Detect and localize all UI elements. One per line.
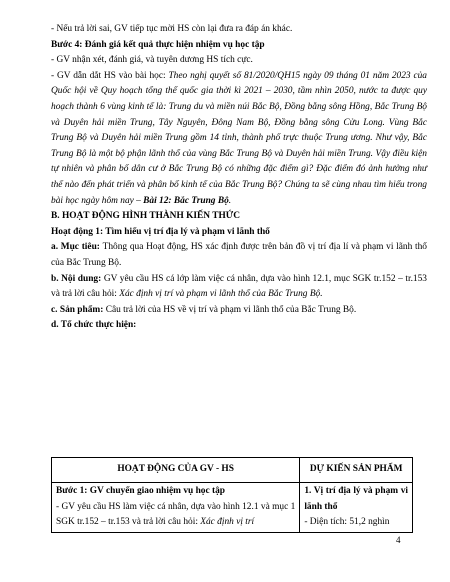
content-paragraph: [51, 272, 427, 303]
objective-paragraph: [51, 240, 427, 271]
table-header-activity: HOẠT ĐỘNG CỦA GV - HS: [52, 458, 300, 483]
product-paragraph: [51, 303, 427, 319]
content-label: b. Nội dung:: [51, 273, 104, 284]
step1-body: - GV yêu cầu HS làm việc cá nhân, dựa vào hình 12.1 và mục 1 SGK tr.152 – tr.153 và trả lời câu hỏi:: [56, 501, 296, 528]
product-label: c. Sản phẩm:: [51, 304, 106, 315]
content-text: GV yêu cầu HS cá lớp làm việc cá nhân, dựa vào hình 12.1, mục SGK tr.152 – tr.153 và trả lời câu hỏi:: [51, 273, 427, 300]
lesson-title: Bài 12: Bắc Trung Bộ: [143, 195, 229, 206]
objective-text: Thông qua Hoạt động, HS xác định được trên bản đồ vị trí địa lí và phạm vi lãnh thổ của Bắc Trung Bộ.: [51, 242, 427, 268]
product-text: Câu trả lời của HS về vị trí và phạm vi lãnh thổ của Bắc Trung Bộ.: [105, 304, 357, 315]
step1-heading: Bước 1: GV chuyển giao nhiệm vụ học tập: [56, 486, 225, 496]
product-heading: 1. Vị trí địa lý và phạm vi lãnh thổ: [304, 486, 408, 512]
table-cell-product: [300, 483, 413, 533]
table-cell-activity: [52, 483, 300, 533]
step1-question: Xác định vị trí: [200, 517, 255, 528]
intro-italic-text: Theo nghị quyết số 81/2020/QH15 ngày 09 tháng 01 năm 2023 của Quốc hội về Quy hoạch tổng thể quốc gia thời kì 2021 – 2030, tầm nhìn 2050, nước ta được quy hoạch thành 6 vùng kinh tế là: Trung du và miền núi Bắc Bộ, Đồng bằng sông Hồng, Bắc Trung Bộ và Duyên hải miền Trung, Tây Nguyên, Đông Nam Bộ, Đồng bằng sông Cửu Long. Vùng Bắc Trung Bộ và Duyên hải miền Trung gồm 14 tỉnh, thành phố trực thuộc Trung ương. Như vậy, Bắc Trung Bộ là một bộ phận lãnh thổ của vùng Bắc Trung Bộ và Duyên hải miền Trung. Vậy điều kiện tự nhiên và phân bố dân cư ở Bắc Trung Bộ có những đặc điểm gì? Đặc điểm đó ảnh hưởng như thế nào đến phát triển và phân bố kinh tế của Bắc Trung Bộ? Chúng ta sẽ cùng nhau tìm hiểu trong bài học ngày hôm nay –: [51, 70, 427, 206]
content-question: Xác định vị trí và phạm vi lãnh thổ của Bắc Trung Bộ.: [119, 289, 323, 300]
step1-text: [56, 500, 295, 531]
objective-label: a. Mục tiêu:: [51, 242, 103, 253]
activity1-heading: Hoạt động 1: Tìm hiểu vị trí địa lý và phạm vi lãnh thổ: [51, 226, 270, 237]
organization-heading: d. Tổ chức thực hiện:: [51, 320, 137, 331]
step4-heading: Bước 4: Đánh giá kết quả thực hiện nhiệm vụ học tập: [51, 39, 265, 50]
paragraph-retry-answer: - Nếu trả lời sai, GV tiếp tục mời HS còn lại đưa ra đáp án khác.: [51, 24, 293, 34]
activity-table: [51, 457, 413, 533]
page-number: 4: [396, 535, 401, 545]
paragraph-teacher-feedback: - GV nhận xét, đánh giá, và tuyên dương HS tích cực.: [51, 55, 253, 66]
intro-lead-text: - GV dẫn dắt HS vào bài học:: [51, 70, 169, 81]
product-area-text: - Diện tích: 51,2 nghìn: [304, 517, 390, 528]
table-header-row: [52, 458, 413, 483]
intro-end-punct: .: [228, 195, 232, 206]
paragraph-lesson-intro: [51, 69, 427, 209]
section-b-heading: B. HOẠT ĐỘNG HÌNH THÀNH KIẾN THỨC: [51, 211, 241, 222]
document-body: [51, 22, 427, 334]
table-header-product: DỰ KIẾN SẢN PHẨM: [300, 458, 413, 483]
table-row: [52, 483, 413, 533]
